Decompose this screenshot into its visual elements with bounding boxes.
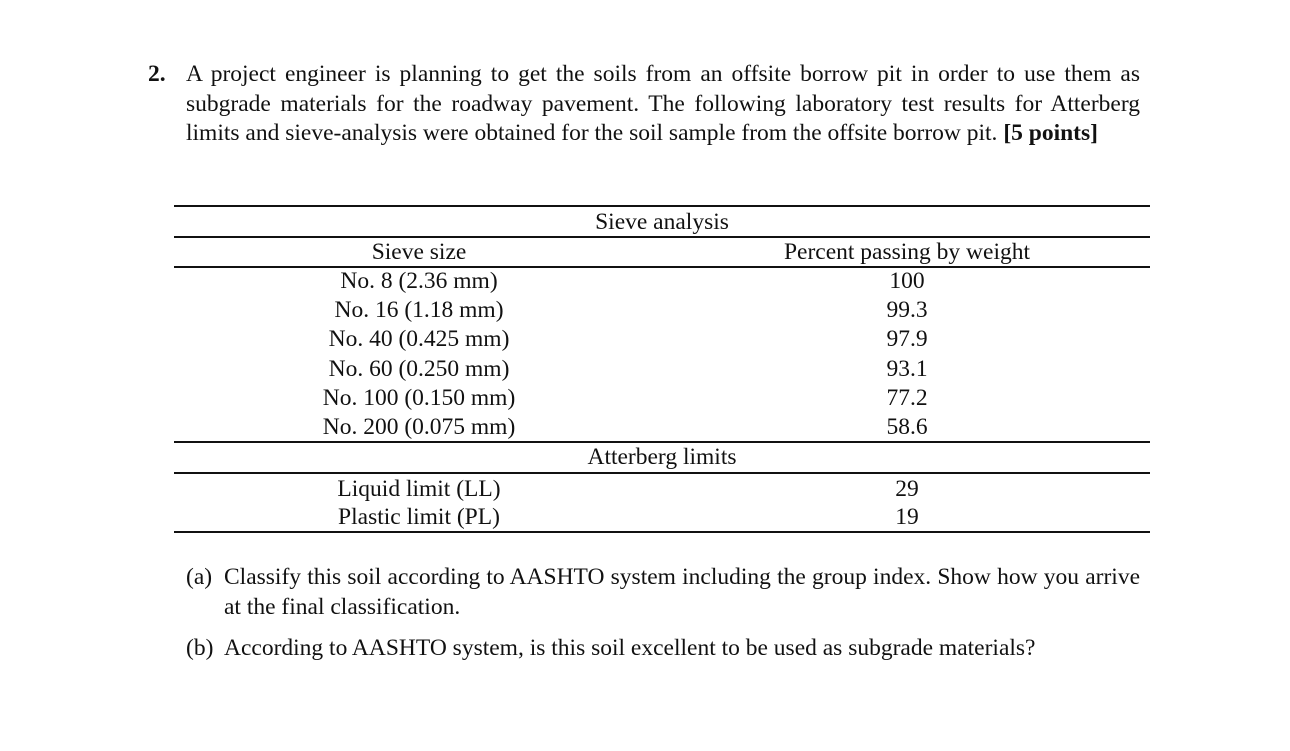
sieve-size-cell: No. 200 (0.075 mm) <box>322 414 516 440</box>
problem-points: [5 points] <box>1003 120 1098 146</box>
percent-passing-cell: 97.9 <box>886 326 928 352</box>
sieve-size-cell: No. 40 (0.425 mm) <box>328 326 510 352</box>
sieve-size-cell: No. 60 (0.250 mm) <box>328 356 510 382</box>
percent-passing-cell: 77.2 <box>886 385 928 411</box>
question-text: Classify this soil according to AASHTO system including the group index. Show how you arrive at the final classification. <box>224 564 1140 620</box>
problem-text-block <box>186 60 1140 149</box>
atterberg-value-cell: 19 <box>895 504 919 530</box>
atterberg-limits-title: Atterberg limits <box>587 444 737 470</box>
atterberg-label-cell: Plastic limit (PL) <box>338 504 500 530</box>
percent-passing-cell: 58.6 <box>886 414 928 440</box>
atterberg-label-cell: Liquid limit (LL) <box>337 476 501 502</box>
question-label: (b) <box>186 635 214 661</box>
percent-passing-cell: 93.1 <box>886 356 928 382</box>
question-item <box>186 634 1140 664</box>
question-list <box>186 563 1140 664</box>
sieve-size-cell: No. 100 (0.150 mm) <box>322 385 516 411</box>
problem-text: A project engineer is planning to get the soils from an offsite borrow pit in order to use them as subgrade materials for the roadway pavement. The following laboratory test results for Atterberg limits and sieve-analysis were obtained for the soil sample from the offsite borrow pit. <box>186 61 1140 146</box>
question-text: According to AASHTO system, is this soil excellent to be used as subgrade materials? <box>224 635 1036 661</box>
question-item <box>186 563 1140 622</box>
table-rule-bottom <box>174 531 1150 533</box>
problem-number: 2. <box>148 61 166 87</box>
sieve-size-cell: No. 16 (1.18 mm) <box>334 297 504 323</box>
problem-statement <box>148 60 1140 149</box>
percent-passing-cell: 100 <box>889 268 925 294</box>
atterberg-value-cell: 29 <box>895 476 919 502</box>
header-percent-passing: Percent passing by weight <box>783 239 1031 265</box>
header-sieve-size: Sieve size <box>371 239 467 265</box>
table-rule-atterberg-title <box>174 472 1150 474</box>
percent-passing-cell: 99.3 <box>886 297 928 323</box>
question-label: (a) <box>186 564 213 590</box>
sieve-size-cell: No. 8 (2.36 mm) <box>340 268 498 294</box>
sieve-analysis-title: Sieve analysis <box>595 209 729 235</box>
table-rule-top <box>174 205 1150 207</box>
